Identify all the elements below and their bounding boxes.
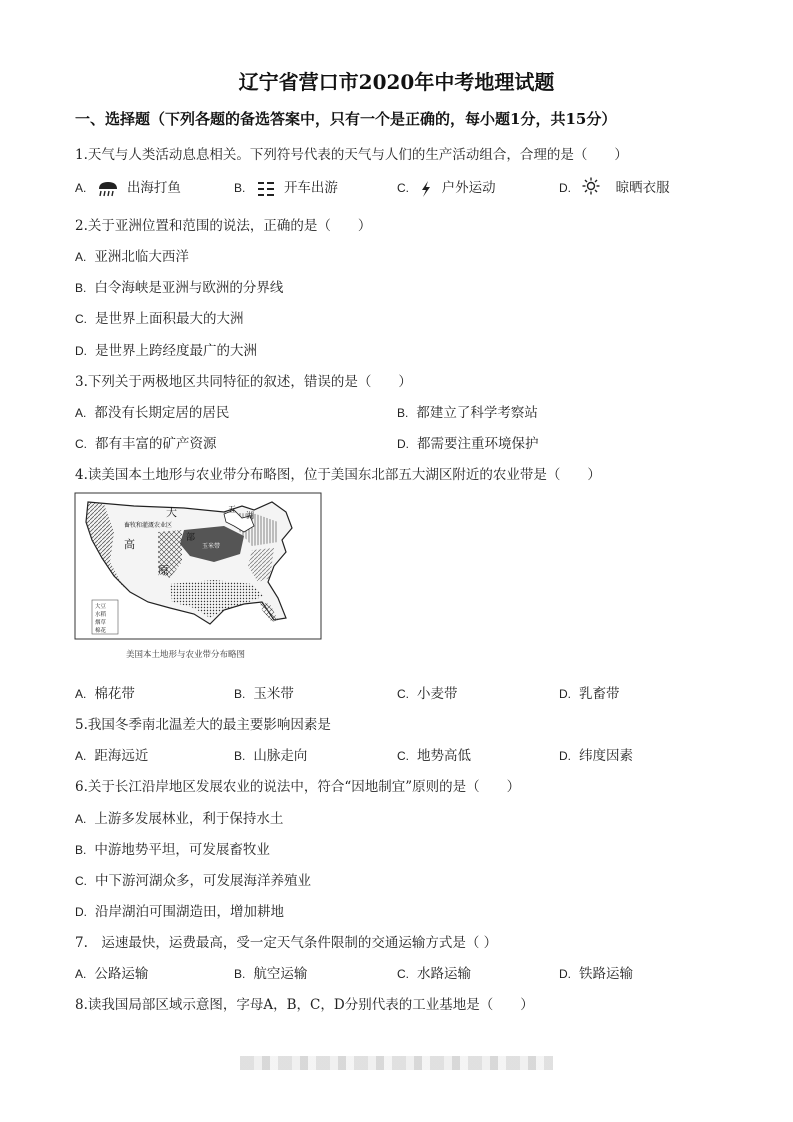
lightning-icon [419, 180, 433, 198]
map-legend [92, 600, 118, 634]
question-2-option-d[interactable] [75, 339, 257, 359]
question-7-option-b[interactable] [234, 962, 307, 982]
question-3-option-d[interactable] [397, 432, 539, 452]
option-letter: C. [75, 874, 87, 888]
option-text: 都建立了科学考察站 [416, 405, 538, 421]
question-1-option-d[interactable] [559, 176, 670, 196]
legend-item: 烟草 [95, 620, 107, 626]
section-heading: 一、选择题（下列各题的备选答案中，只有一个是正确的，每小题1分，共15分） [75, 110, 617, 128]
option-text: 乳畜带 [579, 686, 620, 702]
option-text: 纬度因素 [579, 748, 633, 764]
question-5-option-a[interactable] [75, 744, 148, 764]
option-text: 距海远近 [94, 748, 149, 764]
option-letter: C. [75, 437, 87, 451]
question-1-option-c[interactable] [397, 176, 496, 198]
question-4-option-a[interactable] [75, 682, 135, 702]
sun-icon [581, 177, 601, 195]
option-text: 中下游河湖众多，可发展海洋养殖业 [95, 873, 311, 889]
map-label-wu: 五 [228, 505, 236, 514]
question-5-option-b[interactable] [234, 744, 307, 764]
question-2-stem: 2.关于亚洲位置和范围的说法，正确的是（ ） [75, 218, 372, 234]
option-letter: C. [397, 181, 409, 195]
question-2-option-a[interactable] [75, 245, 189, 265]
option-letter: C. [75, 312, 87, 326]
option-text: 沿岸湖泊可围湖造田，增加耕地 [95, 904, 284, 920]
legend-item: 棉花 [95, 628, 107, 634]
fog-icon [256, 180, 276, 198]
map-label-bu: 部 [186, 533, 196, 543]
option-letter: D. [559, 967, 571, 981]
option-text: 户外运动 [441, 180, 496, 196]
question-6-option-b[interactable] [75, 838, 270, 858]
option-text: 航空运输 [253, 966, 308, 982]
option-letter: B. [234, 687, 246, 701]
question-6-option-d[interactable] [75, 900, 284, 920]
option-text: 棉花带 [94, 686, 135, 702]
question-1-option-a[interactable] [75, 176, 181, 198]
legend-item: 大豆 [95, 604, 107, 610]
option-letter: D. [559, 181, 571, 195]
question-4-option-b[interactable] [234, 682, 294, 702]
option-letter: C. [397, 967, 409, 981]
question-7-option-d[interactable] [559, 962, 633, 982]
map-label-yuan: 原 [158, 564, 169, 577]
option-text: 是世界上跨经度最广的大洲 [95, 343, 257, 359]
map-label-gao: 高 [124, 538, 135, 551]
option-letter: B. [75, 281, 87, 295]
question-4-stem: 4.读美国本土地形与农业带分布略图，位于美国东北部五大湖区附近的农业带是（ ） [75, 467, 601, 483]
question-5-option-c[interactable] [397, 744, 471, 764]
question-6-option-c[interactable] [75, 869, 311, 889]
option-text: 小麦带 [417, 686, 458, 702]
option-letter: B. [234, 181, 246, 195]
question-3-option-a[interactable] [75, 401, 229, 421]
option-letter: B. [397, 406, 409, 420]
question-5-option-d[interactable] [559, 744, 633, 764]
question-2-option-c[interactable] [75, 307, 244, 327]
blurred-footer-watermark [240, 1056, 553, 1070]
map-label-hu: 湖 [246, 511, 254, 520]
option-text: 亚洲北临大西洋 [94, 249, 189, 265]
question-7-option-a[interactable] [75, 962, 148, 982]
option-letter: A. [75, 687, 87, 701]
option-text: 公路运输 [94, 966, 149, 982]
option-letter: A. [75, 967, 87, 981]
map-caption: 美国本土地形与农业带分布略图 [126, 650, 246, 660]
option-text: 出海打鱼 [126, 180, 181, 196]
map-label-corn-belt: 玉米带 [202, 543, 221, 550]
option-text: 水路运输 [417, 966, 471, 982]
question-4-option-c[interactable] [397, 682, 458, 702]
page-title: 辽宁省营口市2020年中考地理试题 [238, 70, 555, 94]
option-text: 山脉走向 [253, 748, 308, 764]
map-label-da: 大 [166, 506, 177, 519]
question-1-option-b[interactable] [234, 176, 338, 198]
option-text: 都需要注重环境保护 [417, 436, 539, 452]
map-label-mu: 畜牧和灌溉农业区 [124, 522, 173, 529]
option-letter: A. [75, 181, 87, 195]
option-letter: A. [75, 406, 87, 420]
question-6-option-a[interactable] [75, 807, 283, 827]
option-letter: C. [397, 687, 409, 701]
question-7-option-c[interactable] [397, 962, 471, 982]
option-text: 都没有长期定居的居民 [94, 405, 230, 421]
rainstorm-icon [97, 180, 119, 198]
question-3-option-b[interactable] [397, 401, 538, 421]
option-letter: D. [559, 687, 571, 701]
option-letter: A. [75, 250, 87, 264]
option-letter: B. [234, 749, 246, 763]
option-text: 地势高低 [417, 748, 471, 764]
option-text: 中游地势平坦，可发展畜牧业 [94, 842, 270, 858]
option-text: 是世界上面积最大的大洲 [95, 311, 244, 327]
question-1-stem: 1.天气与人类活动息息相关。下列符号代表的天气与人们的生产活动组合，合理的是（ ） [75, 147, 628, 163]
option-letter: A. [75, 812, 87, 826]
option-letter: A. [75, 749, 87, 763]
option-letter: B. [234, 967, 246, 981]
question-3-option-c[interactable] [75, 432, 217, 452]
option-text: 开车出游 [283, 180, 338, 196]
option-text: 玉米带 [253, 686, 294, 702]
option-letter: D. [397, 437, 409, 451]
option-text: 上游多发展林业，利于保持水土 [94, 811, 284, 827]
question-2-option-b[interactable] [75, 276, 283, 296]
question-3-stem: 3.下列关于两极地区共同特征的叙述，错误的是（ ） [75, 374, 412, 390]
question-8-stem: 8.读我国局部区域示意图，字母A，B，C，D分别代表的工业基地是（ ） [75, 997, 534, 1013]
option-letter: D. [75, 344, 87, 358]
option-letter: D. [75, 905, 87, 919]
option-letter: D. [559, 749, 571, 763]
option-letter: B. [75, 843, 87, 857]
question-7-stem: 7. 运速最快，运费最高，受一定天气条件限制的交通运输方式是（ ） [75, 935, 498, 951]
question-5-stem: 5.我国冬季南北温差大的最主要影响因素是 [75, 717, 331, 733]
option-text: 铁路运输 [579, 966, 633, 982]
option-letter: C. [397, 749, 409, 763]
option-text: 都有丰富的矿产资源 [95, 436, 217, 452]
question-6-stem: 6.关于长江沿岸地区发展农业的说法中，符合“因地制宜”原则的是（ ） [75, 779, 521, 795]
option-text: 晾晒衣服 [615, 180, 670, 196]
option-text: 白令海峡是亚洲与欧洲的分界线 [94, 280, 284, 296]
legend-item: 水稻 [95, 612, 107, 618]
question-4-option-d[interactable] [559, 682, 620, 702]
usa-agriculture-map [74, 492, 322, 640]
